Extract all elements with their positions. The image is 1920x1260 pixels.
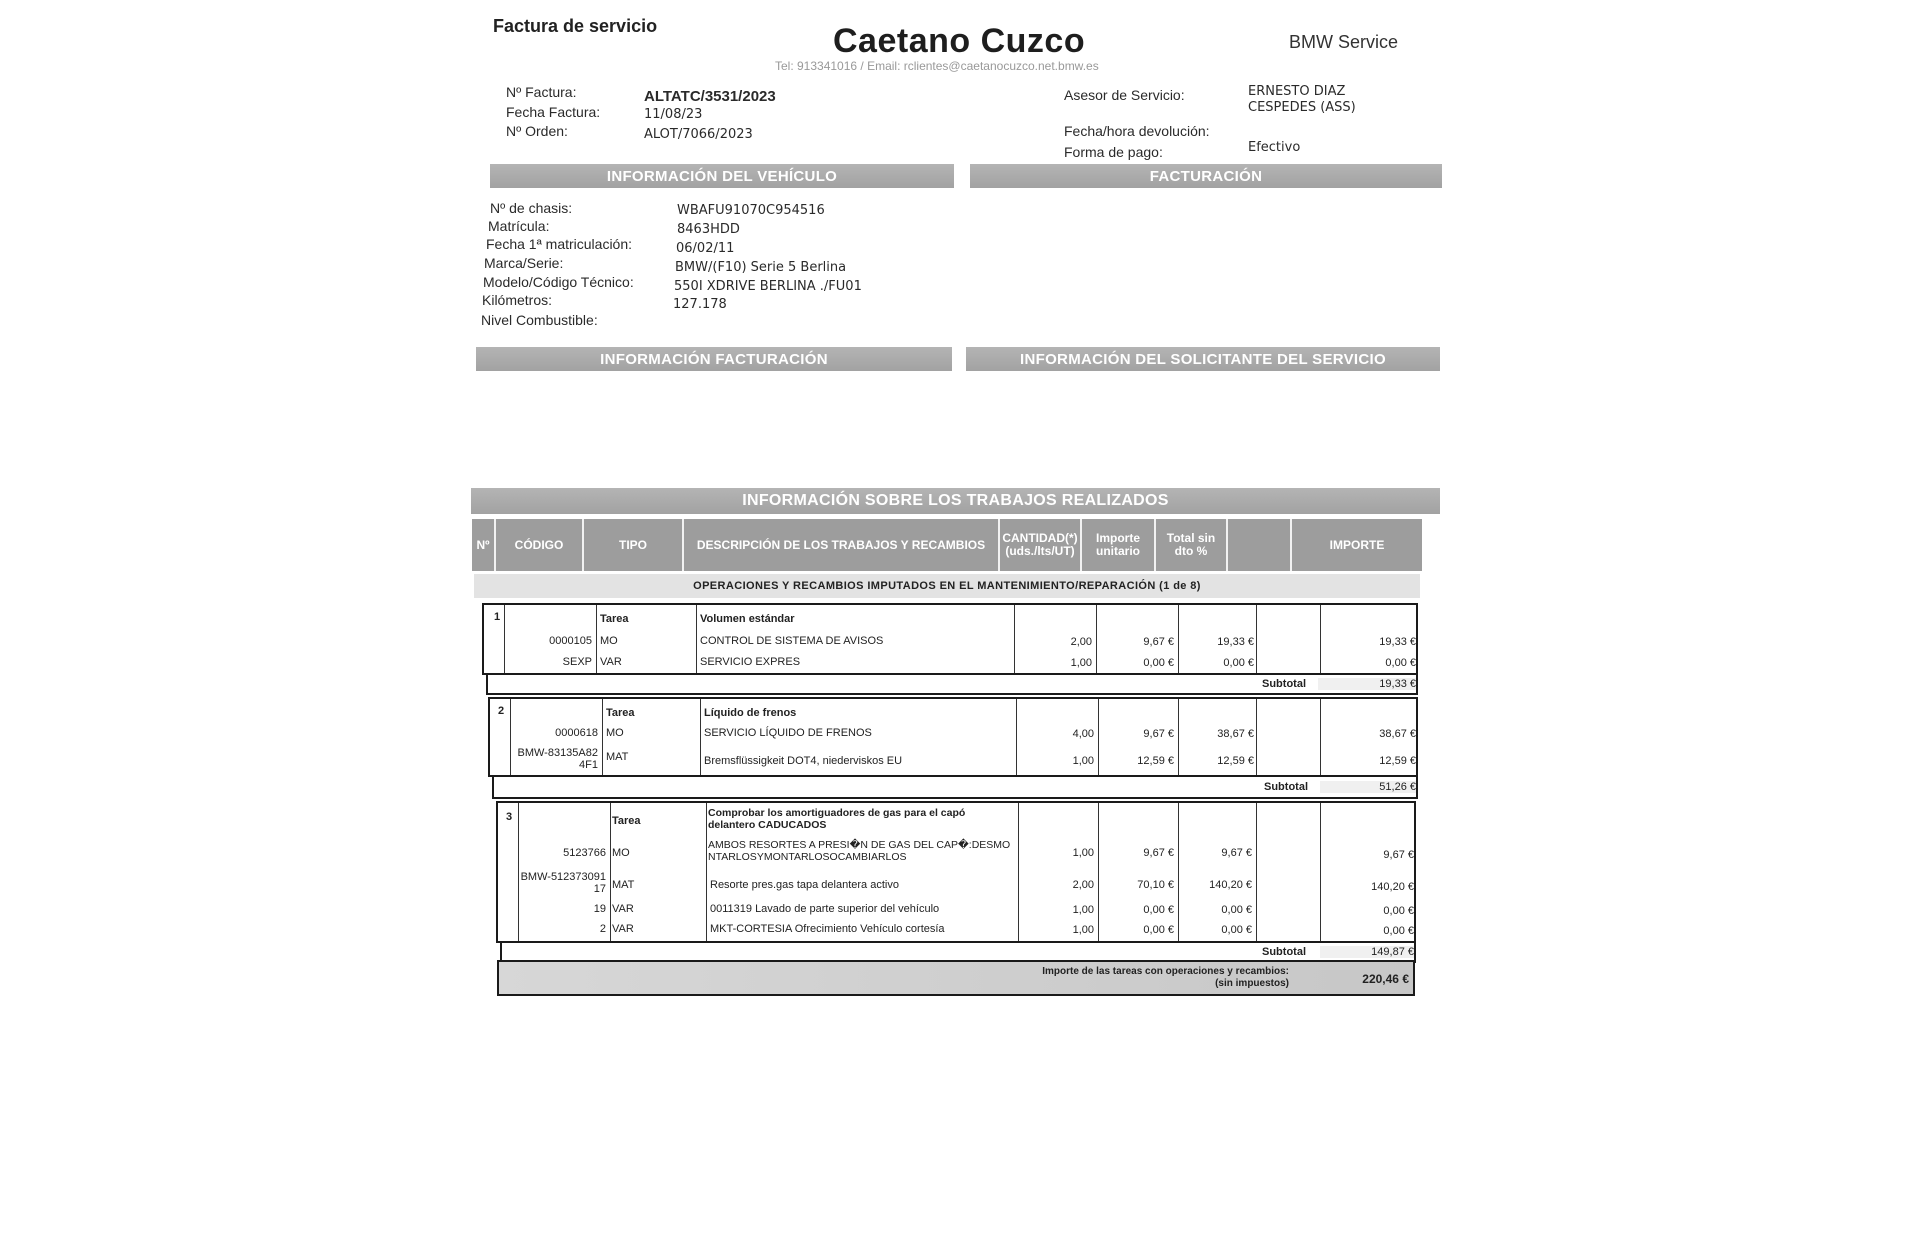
row-total: 19,33 €: [1217, 636, 1254, 648]
row-total: 140,20 €: [1209, 879, 1252, 891]
row-amount: 12,59 €: [1379, 755, 1416, 767]
row-description: CONTROL DE SISTEMA DE AVISOS: [700, 635, 884, 647]
row-quantity: 2,00: [1072, 879, 1094, 891]
col-header-quantity: CANTIDAD(*) (uds./lts/UT): [1000, 519, 1082, 571]
row-amount: 0,00 €: [1385, 657, 1416, 669]
task-tag: Tarea: [606, 707, 635, 719]
model-label: Modelo/Código Técnico:: [483, 274, 634, 290]
row-quantity: 1,00: [1072, 847, 1094, 859]
row-unit-price: 9,67 €: [1143, 728, 1174, 740]
row-amount: 140,20 €: [1371, 881, 1414, 893]
order-number-label: Nº Orden:: [506, 123, 568, 139]
row-amount: 19,33 €: [1379, 636, 1416, 648]
row-quantity: 4,00: [1072, 728, 1094, 740]
row-quantity: 2,00: [1070, 636, 1092, 648]
col-header-type: TIPO: [584, 519, 684, 571]
document-title: Factura de servicio: [493, 16, 658, 36]
brand-name: Caetano Cuzco: [833, 22, 1086, 60]
requester-info-band: INFORMACIÓN DEL SOLICITANTE DEL SERVICIO: [966, 347, 1440, 371]
col-header-description: DESCRIPCIÓN DE LOS TRABAJOS Y RECAMBIOS: [684, 519, 1000, 571]
row-type: MO: [606, 727, 624, 739]
subtotal-value: 149,87 €: [1320, 946, 1414, 958]
col-header-blank: [1228, 519, 1292, 571]
plate-number: 8463HDD: [677, 222, 740, 237]
task-title: Líquido de frenos: [704, 707, 797, 719]
first-registration-label: Fecha 1ª matriculación:: [486, 236, 633, 252]
row-code: 0000618: [555, 727, 598, 739]
row-unit-price: 9,67 €: [1143, 636, 1174, 648]
make-label: Marca/Serie:: [484, 255, 564, 271]
task-tag: Tarea: [600, 613, 629, 625]
row-total: 9,67 €: [1221, 847, 1252, 859]
task-group-2: [488, 697, 1418, 777]
col-header-n: Nº: [472, 519, 496, 571]
row-description: AMBOS RESORTES A PRESI�N DE GAS DEL CAP�:DESMONTARLOSYMONTARLOSOCAMBIARLOS: [708, 839, 1011, 863]
row-amount: 9,67 €: [1383, 849, 1414, 861]
subtotal-label: Subtotal: [1262, 678, 1306, 690]
task-1-subtotal-row: [486, 675, 1418, 695]
row-code: BMW-83135A824F1: [517, 747, 598, 771]
payment-method: Efectivo: [1248, 140, 1301, 155]
works-table-header: [472, 519, 1422, 571]
col-header-unit-price: Importe unitario: [1082, 519, 1156, 571]
subtotal-label: Subtotal: [1262, 946, 1306, 958]
grand-total-sublabel: (sin impuestos): [1215, 978, 1289, 989]
advisor-label: Asesor de Servicio:: [1064, 87, 1185, 103]
invoice-number-label: Nº Factura:: [506, 84, 577, 100]
task-2-subtotal-row: [492, 777, 1418, 799]
subtotal-label: Subtotal: [1264, 781, 1308, 793]
row-description: SERVICIO EXPRES: [700, 656, 801, 668]
col-header-total: Total sin dto %: [1156, 519, 1228, 571]
task-group-1: [482, 603, 1418, 675]
row-type: MAT: [606, 751, 629, 763]
row-type: MAT: [612, 879, 635, 891]
billing-info-band: INFORMACIÓN FACTURACIÓN: [476, 347, 952, 371]
row-total: 38,67 €: [1217, 728, 1254, 740]
chassis-number: WBAFU91070C954516: [677, 203, 825, 218]
row-quantity: 1,00: [1072, 904, 1094, 916]
invoice-date-label: Fecha Factura:: [506, 104, 601, 120]
row-type: VAR: [612, 903, 634, 915]
works-band: INFORMACIÓN SOBRE LOS TRABAJOS REALIZADOS: [471, 488, 1440, 514]
row-type: MO: [600, 635, 618, 647]
task-title: Comprobar los amortiguadores de gas para el capó delantero CADUCADOS: [708, 807, 966, 831]
row-total: 0,00 €: [1223, 657, 1254, 669]
row-type: VAR: [600, 656, 622, 668]
row-code: BMW-51237309117: [520, 871, 606, 895]
grand-total-value: 220,46 €: [1362, 972, 1409, 986]
task-group-3: [496, 801, 1416, 943]
billing-band: FACTURACIÓN: [970, 164, 1442, 188]
invoice-date: 11/08/23: [644, 107, 703, 122]
row-description: Bremsflüssigkeit DOT4, niederviskos EU: [704, 755, 903, 767]
row-total: 0,00 €: [1221, 904, 1252, 916]
order-number: ALOT/7066/2023: [644, 127, 753, 142]
section-title: OPERACIONES Y RECAMBIOS IMPUTADOS EN EL MANTENIMIENTO/REPARACIÓN (1 de 8): [474, 574, 1420, 598]
row-total: 12,59 €: [1217, 755, 1254, 767]
make-series: BMW/(F10) Serie 5 Berlina: [675, 260, 847, 275]
row-unit-price: 0,00 €: [1143, 904, 1174, 916]
row-code: 19: [593, 903, 606, 915]
chassis-label: Nº de chasis:: [490, 200, 573, 216]
col-header-code: CÓDIGO: [496, 519, 584, 571]
grand-total-label: Importe de las tareas con operaciones y recambios:: [1042, 966, 1289, 977]
kilometers-value: 127.178: [673, 297, 727, 312]
row-unit-price: 9,67 €: [1143, 847, 1174, 859]
row-unit-price: 0,00 €: [1143, 924, 1174, 936]
row-unit-price: 0,00 €: [1143, 657, 1174, 669]
row-amount: 0,00 €: [1383, 925, 1414, 937]
task-number: 3: [506, 811, 513, 823]
vehicle-info-band: INFORMACIÓN DEL VEHÍCULO: [490, 164, 954, 188]
task-number: 1: [494, 611, 501, 623]
subtotal-value: 51,26 €: [1320, 781, 1416, 793]
fuel-level-label: Nivel Combustible:: [481, 312, 598, 328]
row-code: SEXP: [562, 656, 592, 668]
payment-method-label: Forma de pago:: [1064, 144, 1163, 160]
row-unit-price: 12,59 €: [1137, 755, 1174, 767]
invoice-number: ALTATC/3531/2023: [644, 88, 776, 105]
row-description: Resorte pres.gas tapa delantera activo: [710, 879, 899, 891]
advisor-name-line2: CESPEDES (ASS): [1248, 100, 1356, 115]
row-amount: 38,67 €: [1379, 728, 1416, 740]
row-total: 0,00 €: [1221, 924, 1252, 936]
row-description: MKT-CORTESIA Ofrecimiento Vehículo cortesía: [710, 923, 945, 935]
return-date-label: Fecha/hora devolución:: [1064, 123, 1210, 139]
row-description: SERVICIO LÍQUIDO DE FRENOS: [704, 727, 872, 739]
row-unit-price: 70,10 €: [1137, 879, 1174, 891]
row-code: 2: [599, 923, 606, 935]
brand-subtitle: BMW Service: [1289, 32, 1399, 52]
model-code: 550I XDRIVE BERLINA ./FU01: [674, 279, 862, 294]
contact-line: Tel: 913341016 / Email: rclientes@caetanocuzco.net.bmw.es: [775, 59, 1099, 73]
col-header-amount: IMPORTE: [1329, 537, 1385, 552]
task-tag: Tarea: [612, 815, 641, 827]
task-title: Volumen estándar: [700, 613, 795, 625]
row-quantity: 1,00: [1070, 657, 1092, 669]
row-quantity: 1,00: [1072, 755, 1094, 767]
row-amount: 0,00 €: [1383, 905, 1414, 917]
subtotal-value: 19,33 €: [1318, 678, 1416, 690]
kilometers-label: Kilómetros:: [482, 292, 553, 308]
advisor-name-line1: ERNESTO DIAZ: [1248, 84, 1346, 99]
row-description: 0011319 Lavado de parte superior del vehículo: [710, 903, 940, 915]
row-code: 5123766: [563, 847, 606, 859]
row-type: MO: [612, 847, 630, 859]
row-type: VAR: [612, 923, 634, 935]
row-quantity: 1,00: [1072, 924, 1094, 936]
plate-label: Matrícula:: [488, 218, 550, 234]
task-number: 2: [498, 705, 505, 717]
grand-total-box: [497, 960, 1415, 996]
first-registration-date: 06/02/11: [676, 241, 735, 256]
row-code: 0000105: [549, 635, 592, 647]
